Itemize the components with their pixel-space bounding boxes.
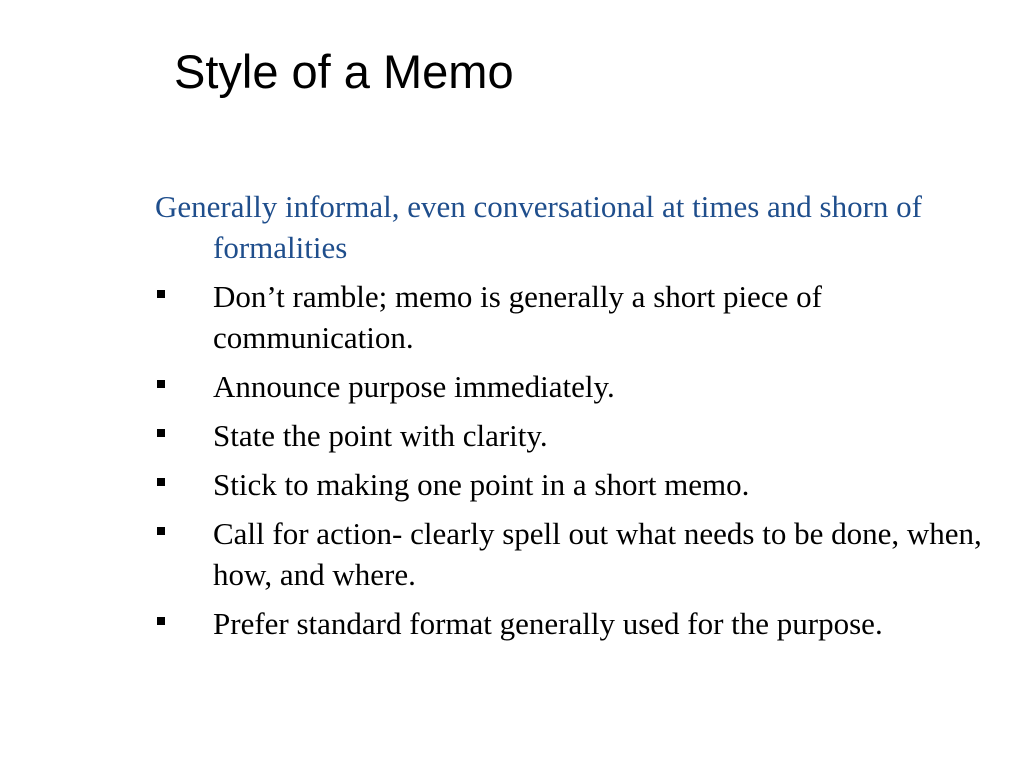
- bullet-text: Call for action- clearly spell out what needs to be done, when, how, and where.: [213, 516, 982, 592]
- square-bullet-icon: [157, 366, 169, 407]
- square-bullet-icon: [157, 513, 169, 554]
- intro-text: Generally informal, even conversational at times and shorn of formalities: [155, 189, 922, 265]
- bullet-item: [155, 276, 990, 358]
- bullet-item: [155, 366, 990, 407]
- bullet-text: Announce purpose immediately.: [213, 369, 615, 404]
- bullet-text: State the point with clarity.: [213, 418, 548, 453]
- bullet-text: Prefer standard format generally used for the purpose.: [213, 606, 883, 641]
- bullet-item: [155, 513, 990, 595]
- slide-content: [155, 186, 990, 652]
- bullet-item: [155, 464, 990, 505]
- bullet-item: [155, 603, 990, 644]
- bullet-list: [155, 276, 990, 644]
- bullet-text: Don’t ramble; memo is generally a short piece of communication.: [213, 279, 822, 355]
- square-bullet-icon: [157, 464, 169, 505]
- slide-title: Style of a Memo: [174, 45, 514, 98]
- square-bullet-icon: [157, 603, 169, 644]
- bullet-text: Stick to making one point in a short memo.: [213, 467, 750, 502]
- square-bullet-icon: [157, 415, 169, 456]
- square-bullet-icon: [157, 276, 169, 317]
- bullet-item: [155, 415, 990, 456]
